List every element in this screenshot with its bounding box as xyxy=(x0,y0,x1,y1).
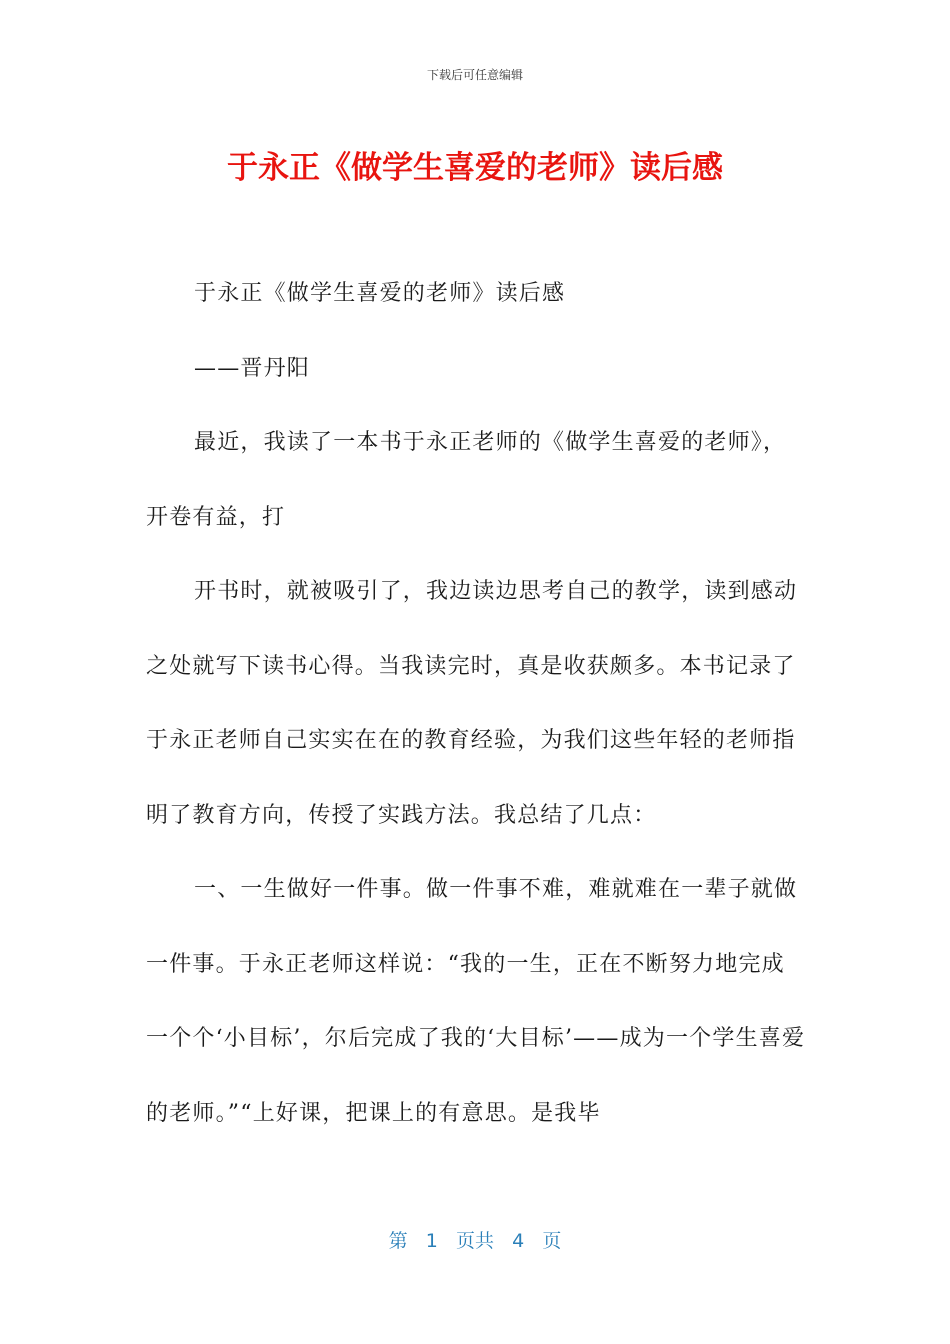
paragraph-author: ——晋丹阳 xyxy=(194,355,311,381)
footer-middle: 页共 xyxy=(455,1230,494,1252)
paragraph-summary: 开书时，就被吸引了，我边读边思考自己的教学，读到感动之处就写下读书心得。当我读完时，真是收获颇多。本书记录了于永正老师自己实实在在的教育经验，为我们这些年轻的老师指明了教育方向，传授了实践方法。我总结了几点： xyxy=(146,579,798,828)
paragraph-intro: 最近，我读了一本书于永正老师的《做学生喜爱的老师》，开卷有益，打 xyxy=(146,430,787,530)
document-body xyxy=(146,257,806,1151)
footer-total-pages: 4 xyxy=(512,1230,525,1252)
paragraph-subtitle: 于永正《做学生喜爱的老师》读后感 xyxy=(194,281,566,306)
footer-suffix: 页 xyxy=(542,1230,562,1252)
page-footer xyxy=(0,1226,950,1253)
footer-prefix: 第 xyxy=(388,1230,408,1252)
header-note: 下载后可任意编辑 xyxy=(426,68,523,82)
paragraph-point-one: 一、一生做好一件事。做一件事不难，难就难在一辈子就做一件事。于永正老师这样说：“我的一生，正在不断努力地完成一个个‘小目标’，尔后完成了我的‘大目标’——成为一个学生喜爱的老师。”“上好课，把课上的有意思。是我毕 xyxy=(146,877,806,1126)
document-title: 于永正《做学生喜爱的老师》读后感 xyxy=(227,150,723,186)
footer-current-page: 1 xyxy=(425,1230,438,1252)
